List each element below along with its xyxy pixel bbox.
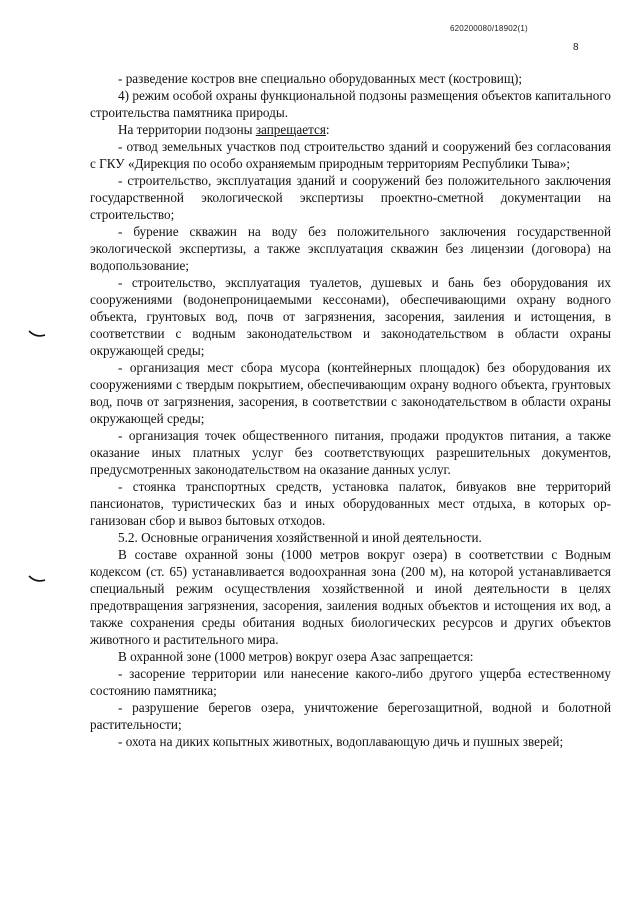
page-number: 8 [573,42,579,53]
paragraph: - охота на диких копытных животных, водоплавающую дичь и пушных зверей; [118,734,564,749]
margin-tick-mark [28,330,46,338]
paragraph: - разрушение берегов озера, уничтожение берегозащитной, водной и болотной растительности; [90,700,611,732]
paragraph: 4) режим особой охраны функциональной подзоны размещения объектов капитального строительства памятника природы. [90,88,611,120]
document-body [90,70,611,750]
paragraph: В составе охранной зоны (1000 метров вокруг озера) в соответствии с Водным кодексом (ст. 65) устанавливается водоохранная зона (200 м), на которой устанавливается специальный режим осуществления хозяйственной и иной деятельности в целях предотвращения загрязнения, засорения, заиления водных объектов и истощения их вод, а также сохранения среды обитания водных биологических ресурсов и других объектов животного и растительного мира. [90,547,611,647]
paragraph: - засорение территории или нанесение какого-либо другого ущерба естественному состоянию памятника; [90,666,611,698]
paragraph: - отвод земельных участков под строительство зданий и сооружений без согласования с ГКУ «Дирекция по особо охраняемым природным территориям Республики Тыва»; [90,139,611,171]
paragraph: - организация точек общественного питания, продажи продуктов питания, а также оказание иных платных услуг без соответствующих разрешительных документов, предусмотренных законодательством на оказание данных услуг. [90,428,611,477]
paragraph: - разведение костров вне специально оборудованных мест (костровищ); [118,71,523,86]
paragraph: - строительство, эксплуатация туалетов, душевых и бань без оборудования их сооружениями (водонепроницаемыми кессонами), обеспечивающими охрану водного объекта, грунтовых вод, почв от загрязнения, засорения, заиления и истощения, в соответствии с водным законодательством и законодательством в области охраны окружающей среды; [90,275,611,358]
document-id: 620200080/18902(1) [450,24,528,33]
paragraph: В охранной зоне (1000 метров) вокруг озера Азас запрещается: [118,649,474,664]
paragraph-suffix: : [325,122,330,137]
section-heading: 5.2. Основные ограничения хозяйственной и иной деятельности. [118,530,482,545]
underlined-word: запрещается [255,122,326,137]
paragraph-prefix: На территории подзоны [118,122,256,137]
paragraph: - бурение скважин на воду без положительного заключения государственной экологической экспертизы, а также эксплуатация скважин без лицензии (договора) на водопользование; [90,224,611,273]
paragraph: - организация мест сбора мусора (контейнерных площадок) без оборудования их сооружениями с твердым покрытием, обеспечивающим охрану водного объекта, грунтовых вод, почв от загрязнения, засорения, в соответствии с законодательством в области охраны окружающей среды; [90,360,611,426]
paragraph [90,121,611,138]
paragraph: - стоянка транспортных средств, установка палаток, бивуаков вне территорий пансионатов, туристических баз и иных оборудованных мест отдыха, в которых организован сбор и вывоз бытовых отходов. [90,479,611,528]
margin-tick-mark [28,575,46,583]
paragraph: - строительство, эксплуатация зданий и сооружений без положительного заключения государственной экологической экспертизы проектно-сметной документации на строительство; [90,173,611,222]
